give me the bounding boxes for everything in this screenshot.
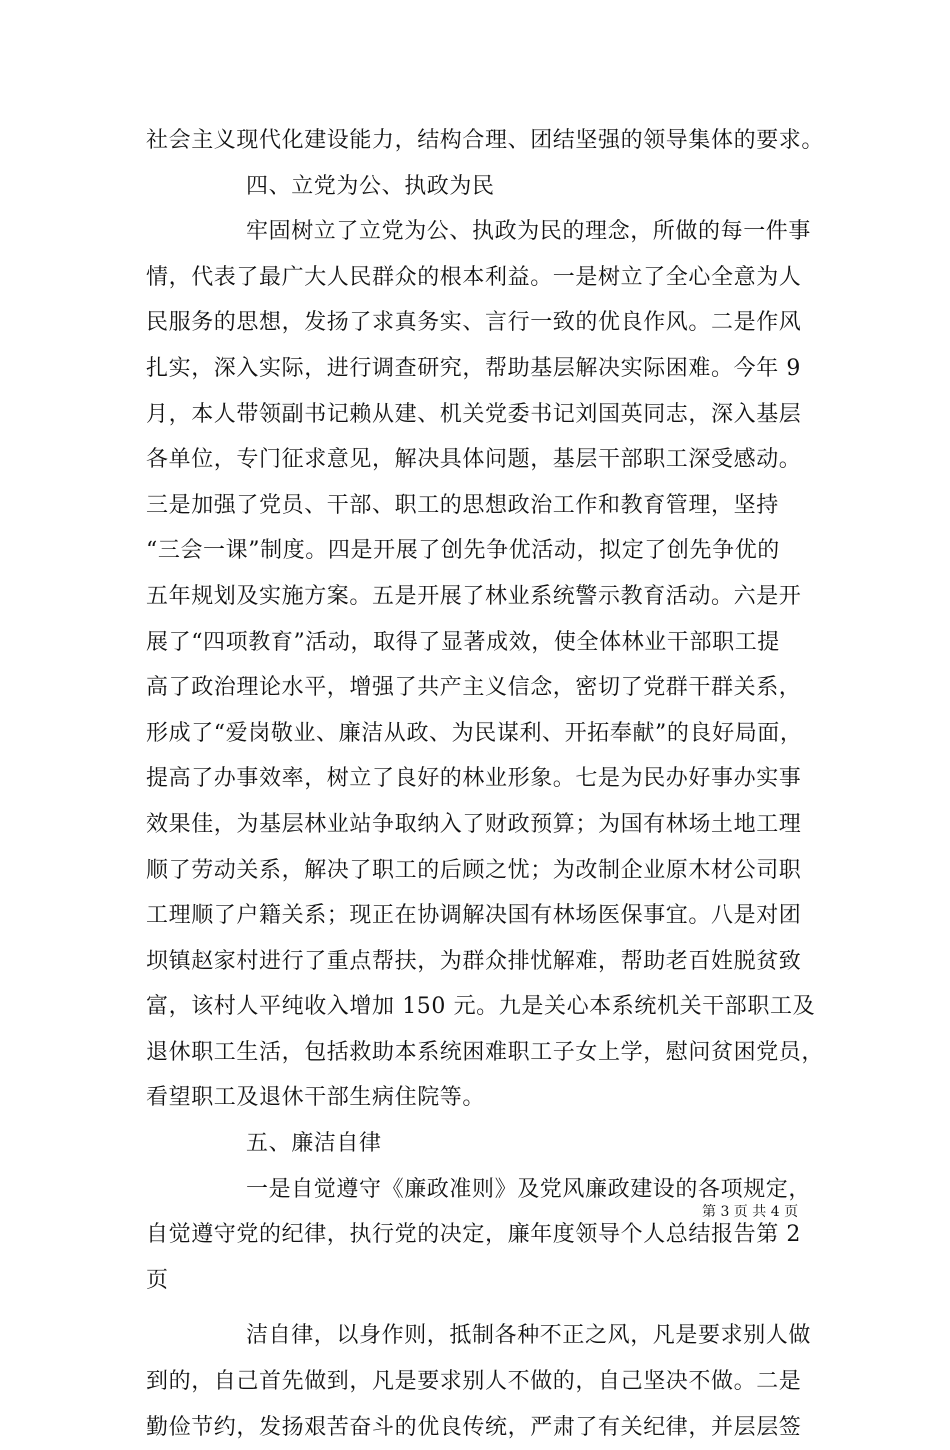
document-body — [146, 118, 826, 1450]
text-line: “三会一课”制度。四是开展了创先争优活动，拟定了创先争优的 — [146, 538, 780, 564]
text-line: 展了“四项教育”活动，取得了显著成效，使全体林业干部职工提 — [146, 629, 780, 655]
paragraph-gap — [146, 1303, 826, 1313]
text-line: 三是加强了党员、干部、职工的思想政治工作和教育管理，坚持 — [146, 492, 779, 518]
text-line: 提高了办事效率，树立了良好的林业形象。七是为民办好事办实事 — [146, 766, 802, 792]
text-line: 各单位，专门征求意见，解决具体问题，基层干部职工深受感动。 — [146, 447, 802, 473]
text-line: 牢固树立了立党为公、执政为民的理念，所做的每一件事 — [246, 219, 812, 245]
text-line: 社会主义现代化建设能力，结构合理、团结坚强的领导集体的要求。 — [146, 128, 825, 153]
text-line: 月，本人带领副书记赖从建、机关党委书记刘国英同志，深入基层 — [146, 401, 802, 427]
text-line: 退休职工生活，包括救助本系统困难职工子女上学，慰问贫困党员， — [146, 1039, 825, 1065]
text-line: 效果佳，为基层林业站争取纳入了财政预算；为国有林场土地工理 — [146, 811, 802, 837]
text-line: 洁自律，以身作则，抵制各种不正之风，凡是要求别人做 — [246, 1323, 812, 1349]
text-line: 工理顺了户籍关系；现正在协调解决国有林场医保事宜。八是对团 — [146, 903, 802, 929]
text-line: 顺了劳动关系，解决了职工的后顾之忧；为改制企业原木材公司职 — [146, 857, 802, 883]
section-heading-4: 四、立党为公、执政为民 — [246, 173, 495, 199]
section-heading-5: 五、廉洁自律 — [246, 1131, 382, 1157]
text-line: 看望职工及退休干部生病住院等。 — [146, 1085, 486, 1111]
text-line: 到的，自己首先做到，凡是要求别人不做的，自己坚决不做。二是 — [146, 1369, 802, 1395]
text-line: 页 — [146, 1267, 169, 1293]
text-line: 扎实，深入实际，进行调查研究，帮助基层解决实际困难。今年 9 — [146, 355, 801, 381]
text-line: 富，该村人平纯收入增加 150 元。九是关心本系统机关干部职工及 — [146, 994, 816, 1020]
text-line: 自觉遵守党的纪律，执行党的决定，廉年度领导个人总结报告第 2 — [146, 1222, 801, 1248]
text-line: 五年规划及实施方案。五是开展了林业系统警示教育活动。六是开 — [146, 583, 802, 609]
page-number-footer: 第 3 页 共 4 页 — [702, 1204, 799, 1220]
text-line: 坝镇赵家村进行了重点帮扶，为群众排忧解难，帮助老百姓脱贫致 — [146, 948, 802, 974]
text-line: 形成了“爱岗敬业、廉洁从政、为民谋利、开拓奉献”的良好局面， — [146, 720, 803, 746]
text-line: 情，代表了最广大人民群众的根本利益。一是树立了全心全意为人 — [146, 264, 802, 290]
text-line: 民服务的思想，发扬了求真务实、言行一致的优良作风。二是作风 — [146, 310, 802, 336]
text-line: 勤俭节约，发扬艰苦奋斗的优良传统，严肃了有关纪律，并层层签 — [146, 1414, 802, 1440]
text-line: 高了政治理论水平，增强了共产主义信念，密切了党群干群关系， — [146, 675, 802, 701]
text-line: 一是自觉遵守《廉政准则》及党风廉政建设的各项规定， — [246, 1176, 812, 1202]
